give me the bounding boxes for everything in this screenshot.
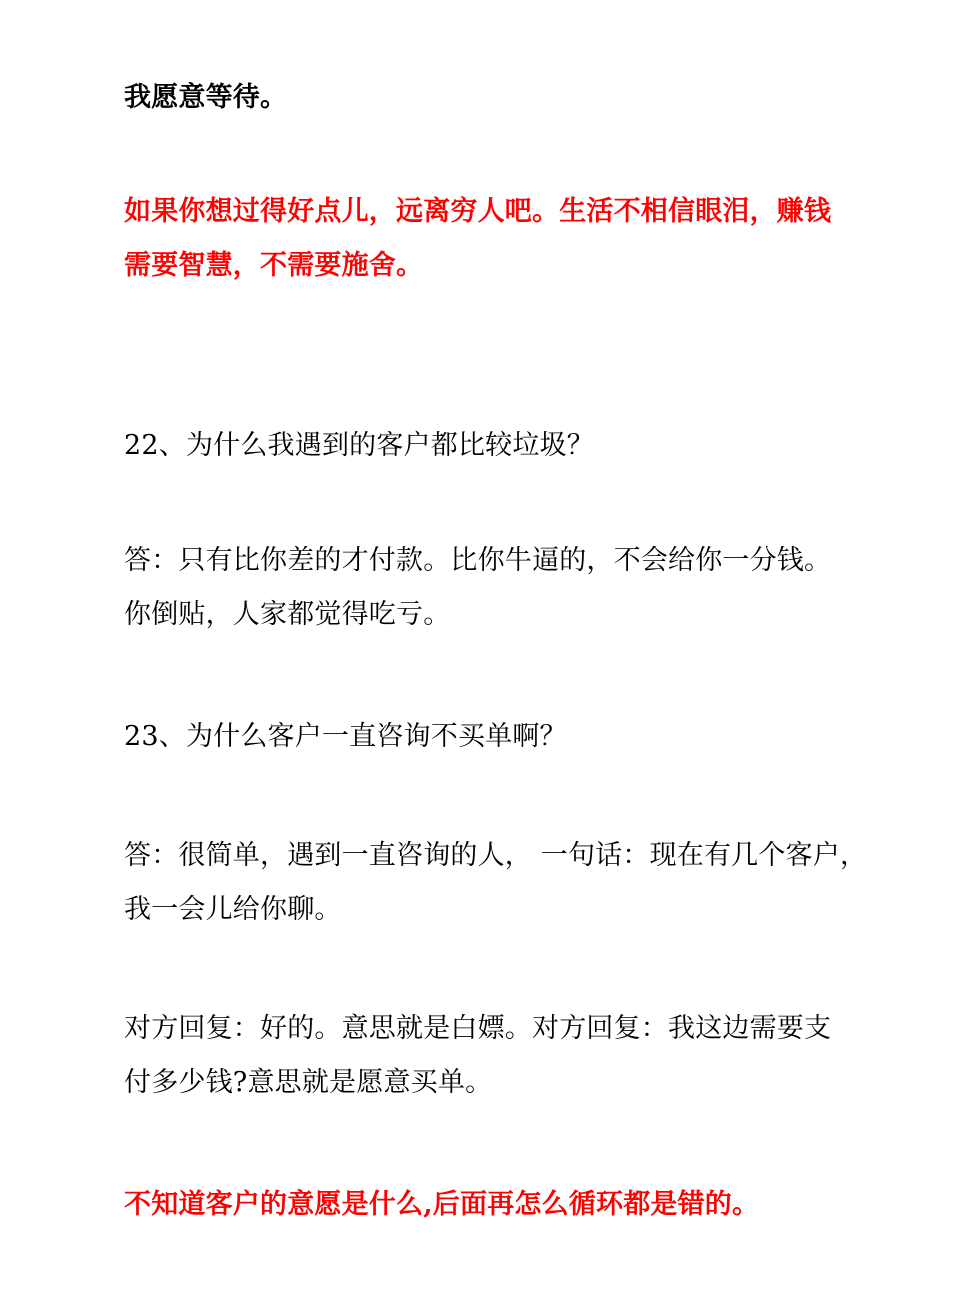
highlight-line-wisdom: 需要智慧，不需要施舍。 bbox=[124, 250, 424, 281]
question-22: 22、为什么我遇到的客户都比较垃圾？ bbox=[124, 430, 594, 461]
answer-22-line-2: 你倒贴，人家都觉得吃亏。 bbox=[124, 599, 451, 630]
answer-23-line-1: 答：很简单，遇到一直咨询的人， 一句话：现在有几个客户， bbox=[124, 840, 868, 871]
highlight-line-customer-intent: 不知道客户的意愿是什么,后面再怎么循环都是错的。 bbox=[124, 1189, 760, 1220]
reply-line-2: 付多少钱?意思就是愿意买单。 bbox=[124, 1067, 493, 1098]
question-23: 23、为什么客户一直咨询不买单啊？ bbox=[124, 721, 567, 752]
highlight-line-poor-people: 如果你想过得好点儿，远离穷人吧。生活不相信眼泪，赚钱 bbox=[124, 196, 832, 227]
reply-line-1: 对方回复：好的。意思就是白嫖。对方回复：我这边需要支 bbox=[124, 1013, 832, 1044]
text-line-wait: 我愿意等待。 bbox=[124, 82, 288, 113]
answer-22-line-1: 答：只有比你差的才付款。比你牛逼的，不会给你一分钱。 bbox=[124, 545, 832, 576]
answer-23-line-2: 我一会儿给你聊。 bbox=[124, 894, 342, 925]
